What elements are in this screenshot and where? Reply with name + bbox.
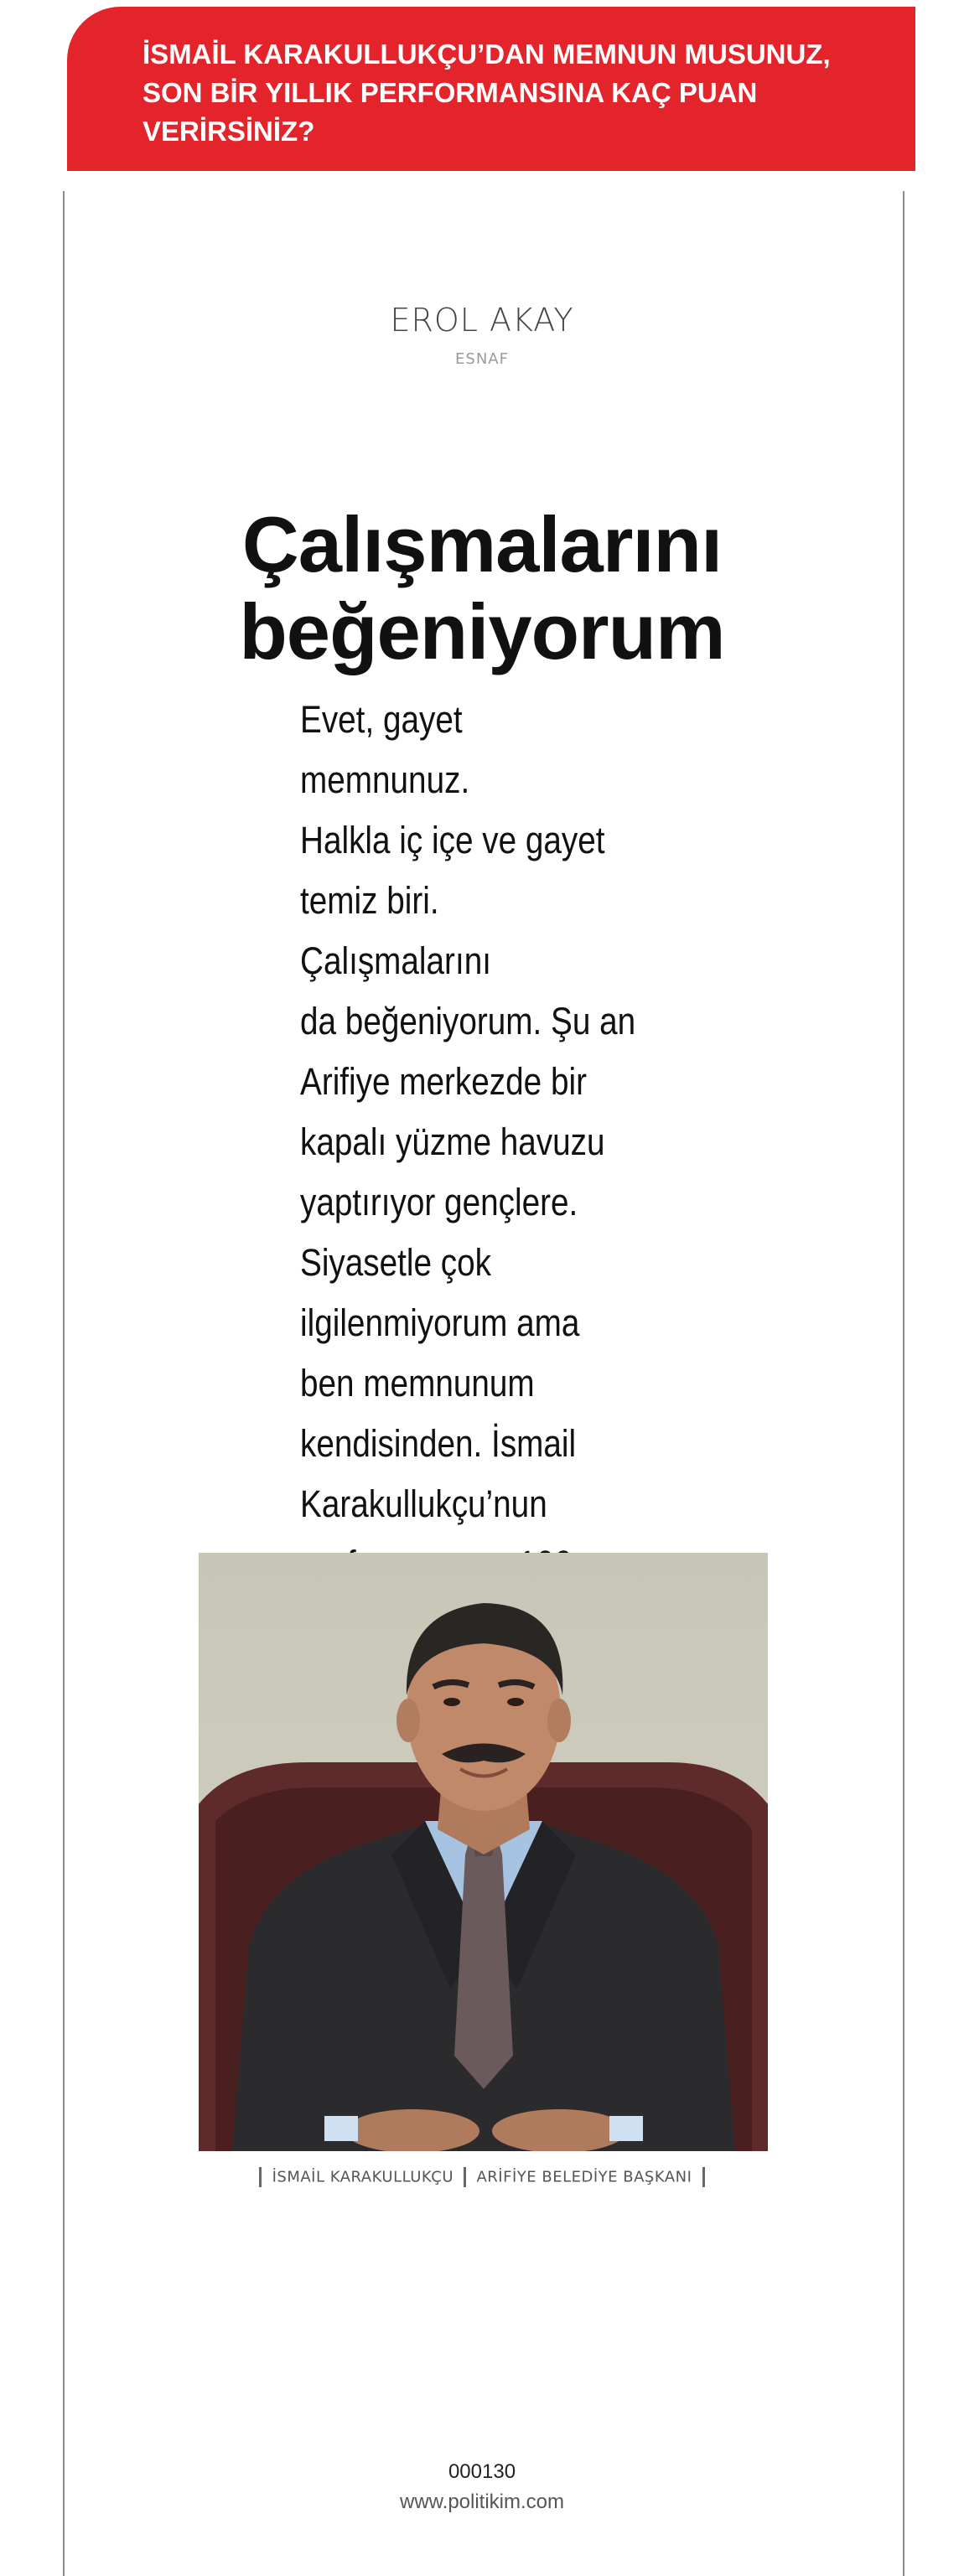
body-line: ilgilenmiyorum ama — [300, 1301, 580, 1344]
headline-line-1: Çalışmalarını — [241, 500, 723, 588]
photo-caption — [0, 2167, 964, 2187]
body-line: Evet, gayet memnunuz. — [300, 698, 470, 801]
body-line: yaptırıyor gençlere. — [300, 1181, 578, 1223]
body-line: temiz biri. Çalışmalarını — [300, 879, 491, 982]
caption-name: İSMAİL KARAKULLUKÇU — [272, 2168, 453, 2186]
footer-url[interactable]: www.politikim.com — [399, 2491, 565, 2513]
footer-code: 000130 — [448, 2460, 516, 2483]
caption-title: ARİFİYE BELEDİYE BAŞKANI — [476, 2168, 692, 2186]
portrait-illustration — [199, 1553, 768, 2151]
caption-divider — [702, 2167, 705, 2187]
author-role: ESNAF — [455, 350, 509, 368]
body-line: Siyasetle çok — [300, 1241, 492, 1284]
caption-divider — [464, 2167, 466, 2187]
body-line: Karakullukçu’nun — [300, 1482, 547, 1525]
body-line: ben memnunum — [300, 1362, 535, 1404]
body-line: kendisinden. İsmail — [300, 1422, 577, 1465]
portrait-photo — [199, 1553, 768, 2151]
caption-divider — [259, 2167, 262, 2187]
headline-line-2: beğeniyorum — [239, 587, 725, 675]
question-text: İSMAİL KARAKULLUKÇU’DAN MEMNUN MUSUNUZ, SON BİR YILLIK PERFORMANSINA KAÇ PUAN VERİRSİNİZ? — [143, 39, 831, 147]
body-line: Arifiye merkezde bir — [300, 1060, 587, 1103]
body-line: da beğeniyorum. Şu an — [300, 1000, 636, 1042]
body-line: Halkla iç içe ve gayet — [300, 819, 605, 861]
body-text — [300, 690, 639, 1655]
headline — [0, 501, 964, 675]
author-name: EROL AKAY — [390, 302, 574, 339]
question-banner — [67, 7, 915, 171]
body-line: kapalı yüzme havuzu — [300, 1120, 605, 1163]
